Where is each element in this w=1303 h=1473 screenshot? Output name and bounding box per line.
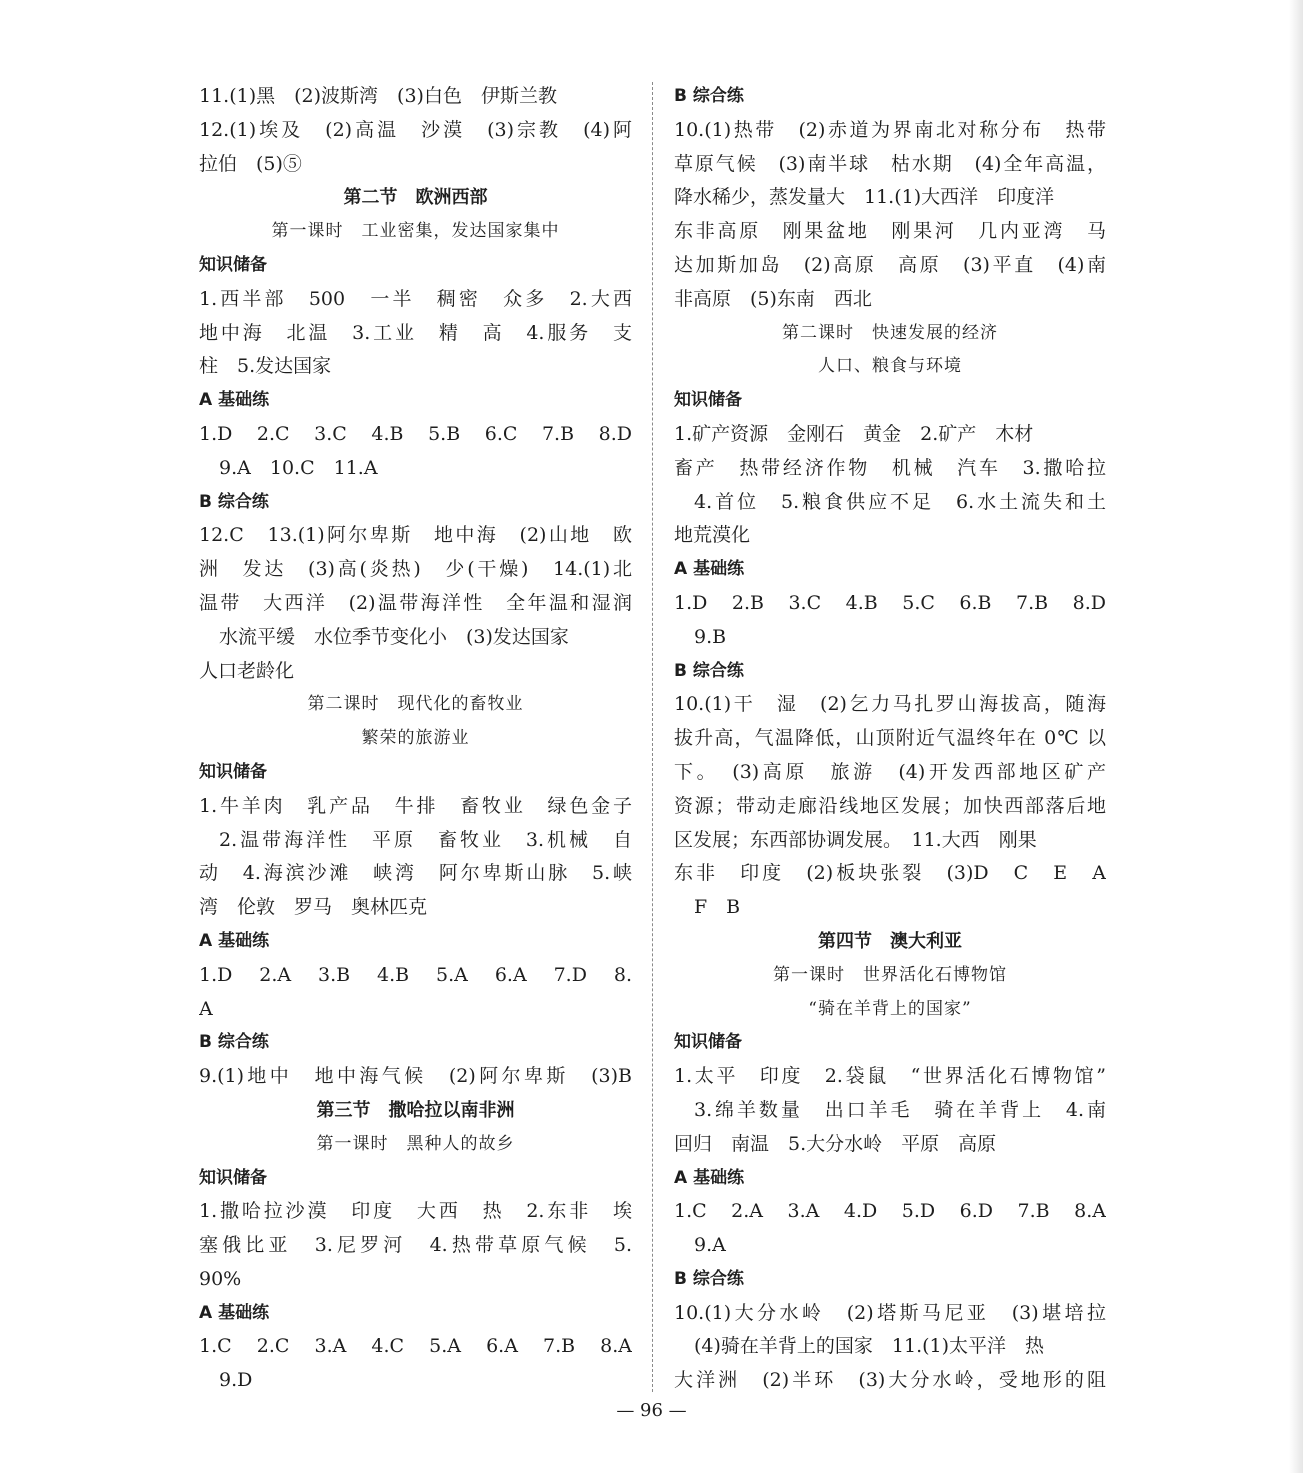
lesson-title: 第二课时 现代化的畜牧业 — [307, 694, 524, 715]
answer-line: 地中海 北温 3.工业 精 高 4.服务 支 — [199, 321, 632, 344]
answer-line: 9.A 10.C 11.A — [219, 456, 378, 479]
subsection-heading: A 基础练 — [199, 390, 270, 411]
subsection-heading: 知识储备 — [674, 390, 742, 411]
subsection-heading: B 综合练 — [199, 491, 269, 512]
answer-line: 柱 5.发达国家 — [199, 355, 332, 378]
subsection-heading: A 基础练 — [674, 1167, 745, 1188]
answer-line: 区发展；东西部协调发展。 11.大西 刚果 — [674, 828, 1037, 851]
subsection-heading: B 综合练 — [199, 1032, 269, 1053]
answer-line: 10.(1)干 湿 (2)乞力马扎罗山海拔高，随海 — [674, 693, 1106, 716]
answer-line: 畜产 热带经济作物 机械 汽车 3.撒哈拉 — [674, 456, 1106, 479]
lesson-title: 繁荣的旅游业 — [361, 728, 470, 749]
answer-line: 90% — [199, 1267, 242, 1290]
answer-line: 大洋洲 (2)半环 (3)大分水岭，受地形的阻 — [674, 1369, 1106, 1392]
section-title: 第三节 撒哈拉以南非洲 — [316, 1099, 515, 1121]
answer-line: 10.(1)热带 (2)赤道为界南北对称分布 热带 — [674, 118, 1106, 141]
answer-line: 1.D 2.A 3.B 4.B 5.A 6.A 7.D 8. — [199, 963, 632, 986]
answer-line: 资源；带动走廊沿线地区发展；加快西部落后地 — [674, 794, 1106, 817]
subsection-heading: A 基础练 — [674, 559, 745, 580]
subsection-heading: B 综合练 — [674, 86, 744, 106]
answer-line: 回归 南温 5.大分水岭 平原 高原 — [674, 1132, 997, 1155]
right-column — [674, 80, 1106, 1398]
answer-line: 1.撒哈拉沙漠 印度 大西 热 2.东非 埃 — [199, 1200, 632, 1223]
answer-line: 东非 印度 (2)板块张裂 (3)D C E A — [674, 862, 1106, 885]
lesson-title: 人口、粮食与环境 — [818, 356, 962, 377]
answer-line: 拔升高，气温降低，山顶附近气温终年在 0℃ 以 — [674, 727, 1106, 750]
answer-line: 1.C 2.A 3.A 4.D 5.D 6.D 7.B 8.A — [674, 1200, 1106, 1223]
answer-line: 动 4.海滨沙滩 峡湾 阿尔卑斯山脉 5.峡 — [199, 862, 632, 885]
answer-line: 湾 伦敦 罗马 奥林匹克 — [199, 896, 428, 919]
answer-line: 1.C 2.C 3.A 4.C 5.A 6.A 7.B 8.A — [199, 1335, 632, 1358]
column-divider — [652, 82, 653, 1392]
subsection-heading: 知识储备 — [199, 254, 267, 275]
subsection-heading: 知识储备 — [199, 761, 267, 782]
answer-line: 12.C 13.(1)阿尔卑斯 地中海 (2)山地 欧 — [199, 524, 632, 547]
answer-line: A — [199, 997, 213, 1020]
answer-line: 4.首位 5.粮食供应不足 6.水土流失和土 — [694, 490, 1106, 513]
lesson-title: 第一课时 世界活化石博物馆 — [773, 964, 1007, 985]
answer-line: 草原气候 (3)南半球 枯水期 (4)全年高温， — [674, 152, 1106, 175]
answer-line: 1.牛羊肉 乳产品 牛排 畜牧业 绿色金子 — [199, 794, 632, 817]
lesson-title: 第一课时 工业密集，发达国家集中 — [271, 221, 560, 242]
subsection-heading: 知识储备 — [199, 1167, 267, 1188]
answer-line: 9.D — [219, 1369, 253, 1392]
answer-line: 9.A — [694, 1234, 726, 1257]
answer-line: 拉伯 (5)⑤ — [199, 152, 302, 175]
subsection-heading: A 基础练 — [199, 930, 270, 951]
answer-line: 11.(1)黑 (2)波斯湾 (3)白色 伊斯兰教 — [199, 85, 557, 107]
answer-line: F B — [694, 896, 741, 919]
answer-line: 1.西半部 500 一半 稠密 众多 2.大西 — [199, 287, 632, 310]
lesson-title: 第二课时 快速发展的经济 — [782, 322, 998, 343]
answer-line: 人口老龄化 — [199, 659, 295, 682]
subsection-heading: A 基础练 — [199, 1302, 270, 1323]
answer-line: 10.(1)大分水岭 (2)塔斯马尼亚 (3)堪培拉 — [674, 1301, 1106, 1324]
answer-line: 塞俄比亚 3.尼罗河 4.热带草原气候 5. — [199, 1234, 632, 1257]
answer-line: 降水稀少，蒸发量大 11.(1)大西洋 印度洋 — [674, 186, 1055, 209]
page-number: — 96 — — [616, 1400, 687, 1421]
answer-line: 9.(1)地中 地中海气候 (2)阿尔卑斯 (3)B — [199, 1065, 632, 1088]
answer-line: 非高原 (5)东南 西北 — [674, 287, 872, 310]
page-edge-shadow — [1289, 0, 1303, 1473]
answer-line: 东非高原 刚果盆地 刚果河 几内亚湾 马 — [674, 220, 1106, 243]
answer-line: 1.太平 印度 2.袋鼠 “世界活化石博物馆” — [674, 1065, 1106, 1088]
answer-line: 1.D 2.C 3.C 4.B 5.B 6.C 7.B 8.D — [199, 422, 632, 445]
subsection-heading: B 综合练 — [674, 660, 744, 681]
section-title: 第四节 澳大利亚 — [818, 930, 962, 952]
section-title: 第二节 欧洲西部 — [343, 187, 488, 209]
subsection-heading: B 综合练 — [674, 1268, 744, 1289]
answer-line: 达加斯加岛 (2)高原 高原 (3)平直 (4)南 — [674, 253, 1106, 276]
answer-line: 12.(1)埃及 (2)高温 沙漠 (3)宗教 (4)阿 — [199, 118, 632, 141]
answer-line: 水流平缓 水位季节变化小 (3)发达国家 — [219, 625, 569, 648]
left-column — [199, 80, 632, 1398]
subsection-heading: 知识储备 — [674, 1032, 742, 1053]
answer-line: 2.温带海洋性 平原 畜牧业 3.机械 自 — [219, 828, 632, 851]
answer-line: 1.D 2.B 3.C 4.B 5.C 6.B 7.B 8.D — [674, 591, 1106, 614]
answer-line: 地荒漠化 — [674, 524, 751, 547]
answer-line: 洲 发达 (3)高(炎热) 少(干燥) 14.(1)北 — [199, 558, 632, 581]
answer-line: 温带 大西洋 (2)温带海洋性 全年温和湿润 — [199, 591, 632, 614]
answer-line: (4)骑在羊背上的国家 11.(1)太平洋 热 — [694, 1335, 1045, 1358]
answer-line: 9.B — [694, 625, 727, 648]
answer-line: 1.矿产资源 金刚石 黄金 2.矿产 木材 — [674, 422, 1034, 445]
lesson-title: “骑在羊背上的国家” — [808, 998, 972, 1019]
answer-line: 3.绵羊数量 出口羊毛 骑在羊背上 4.南 — [694, 1098, 1106, 1121]
lesson-title: 第一课时 黑种人的故乡 — [316, 1133, 515, 1154]
answer-line: 下。 (3)高原 旅游 (4)开发西部地区矿产 — [674, 760, 1106, 783]
